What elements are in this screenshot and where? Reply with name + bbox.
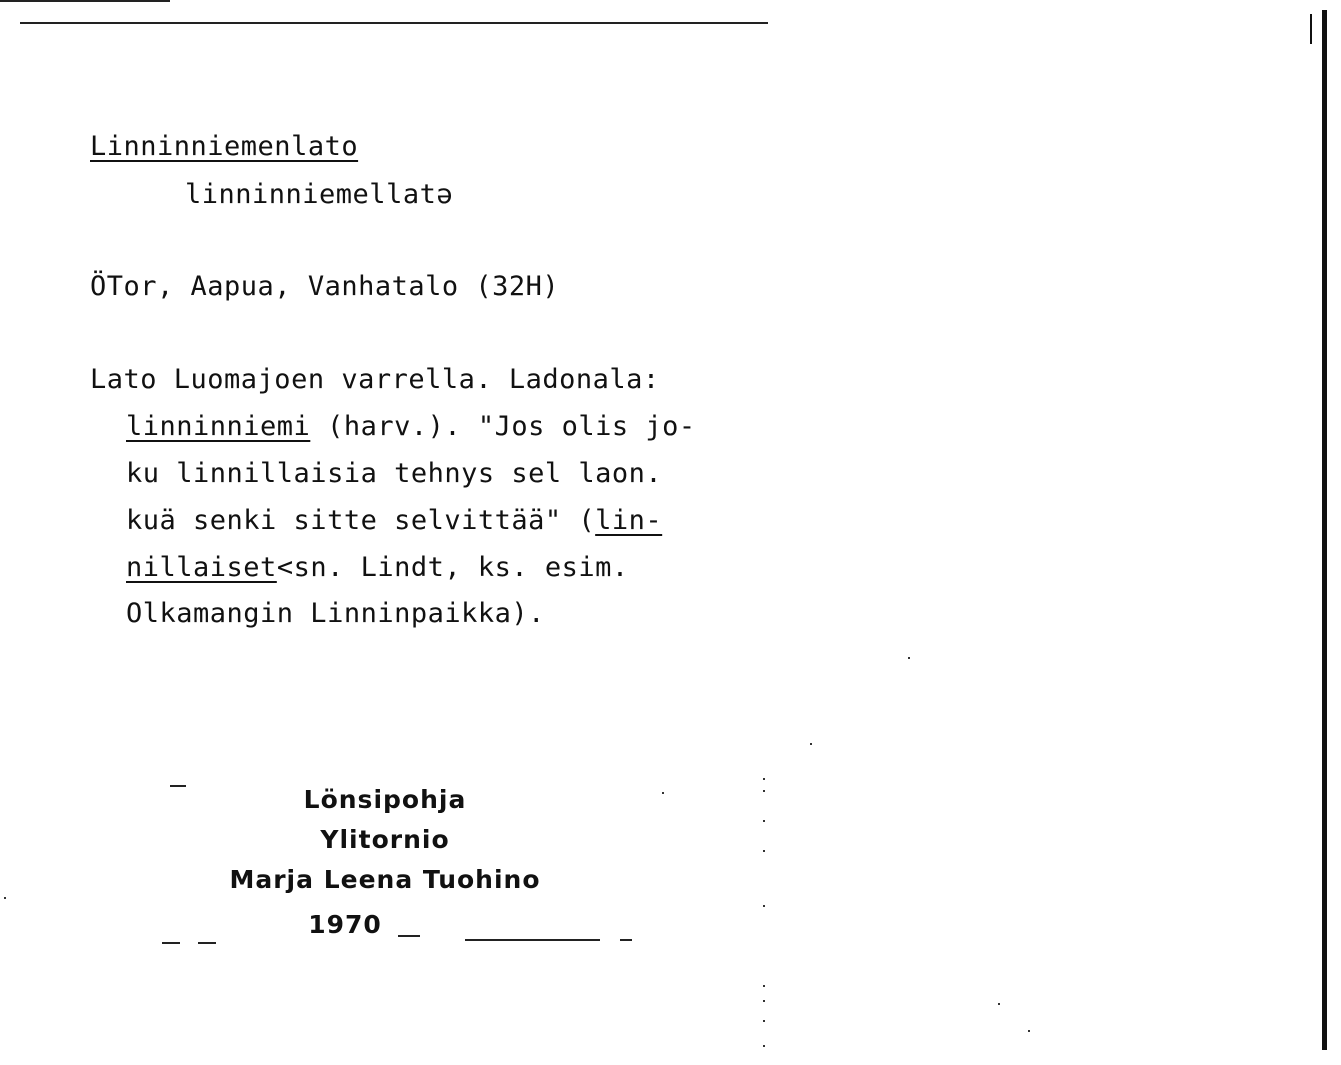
fold-dot <box>763 778 765 780</box>
term-nillaiset: nillaiset <box>126 552 277 583</box>
description-line-2 <box>126 413 696 440</box>
description-line-4 <box>126 507 662 534</box>
top-edge-rule-short <box>0 0 170 2</box>
stamp-rule-right-2 <box>620 939 632 941</box>
fold-dot <box>763 820 765 822</box>
description-line-5 <box>126 554 629 581</box>
stamp-collector: Marja Leena Tuohino <box>229 865 541 894</box>
term-linninniemi: linninniemi <box>126 411 311 442</box>
fold-dot <box>763 1045 765 1047</box>
fold-dot <box>763 1020 765 1022</box>
description-line-5-rest: <sn. Lindt, ks. esim. <box>276 552 629 583</box>
stamp-year: 1970 <box>308 910 382 939</box>
location-line: ÖTor, Aapua, Vanhatalo (32H) <box>90 271 560 302</box>
stamp-rule-mid <box>398 935 420 937</box>
right-edge-border <box>1322 10 1327 1050</box>
description-line-3: ku linnillaisia tehnys sel laon. <box>126 458 663 489</box>
fold-dot <box>763 1000 765 1002</box>
stamp-rule-right <box>465 939 600 941</box>
scan-speck <box>1028 1030 1030 1032</box>
description-line-6: Olkamangin Linninpaikka). <box>126 598 545 629</box>
stamp-rule-top <box>170 785 186 787</box>
fold-dot <box>763 790 765 792</box>
stamp-parish: Ylitornio <box>320 825 450 854</box>
right-edge-border-inner <box>1310 14 1312 44</box>
phonetic-form: linninniemellatə <box>185 179 454 210</box>
scan-speck <box>4 897 6 899</box>
fold-dot <box>763 905 765 907</box>
term-lin: lin- <box>595 505 663 536</box>
description-line-4-text: kuä senki sitte selvittää" ( <box>126 505 596 536</box>
scan-speck <box>998 1003 1000 1005</box>
scan-speck <box>810 743 812 745</box>
description-line-2-rest: (harv.). "Jos olis jo- <box>310 411 696 442</box>
stamp-region: Lönsipohja <box>303 785 467 814</box>
stamp-rule-left-2 <box>198 942 216 944</box>
top-edge-rule <box>20 22 768 24</box>
headword: Linninniemenlato <box>90 131 359 162</box>
scan-speck <box>908 657 910 659</box>
scan-speck <box>662 792 664 794</box>
fold-dot <box>763 985 765 987</box>
stamp-rule-left <box>162 942 180 944</box>
description-line-1: Lato Luomajoen varrella. Ladonala: <box>90 364 660 395</box>
fold-dot <box>763 850 765 852</box>
